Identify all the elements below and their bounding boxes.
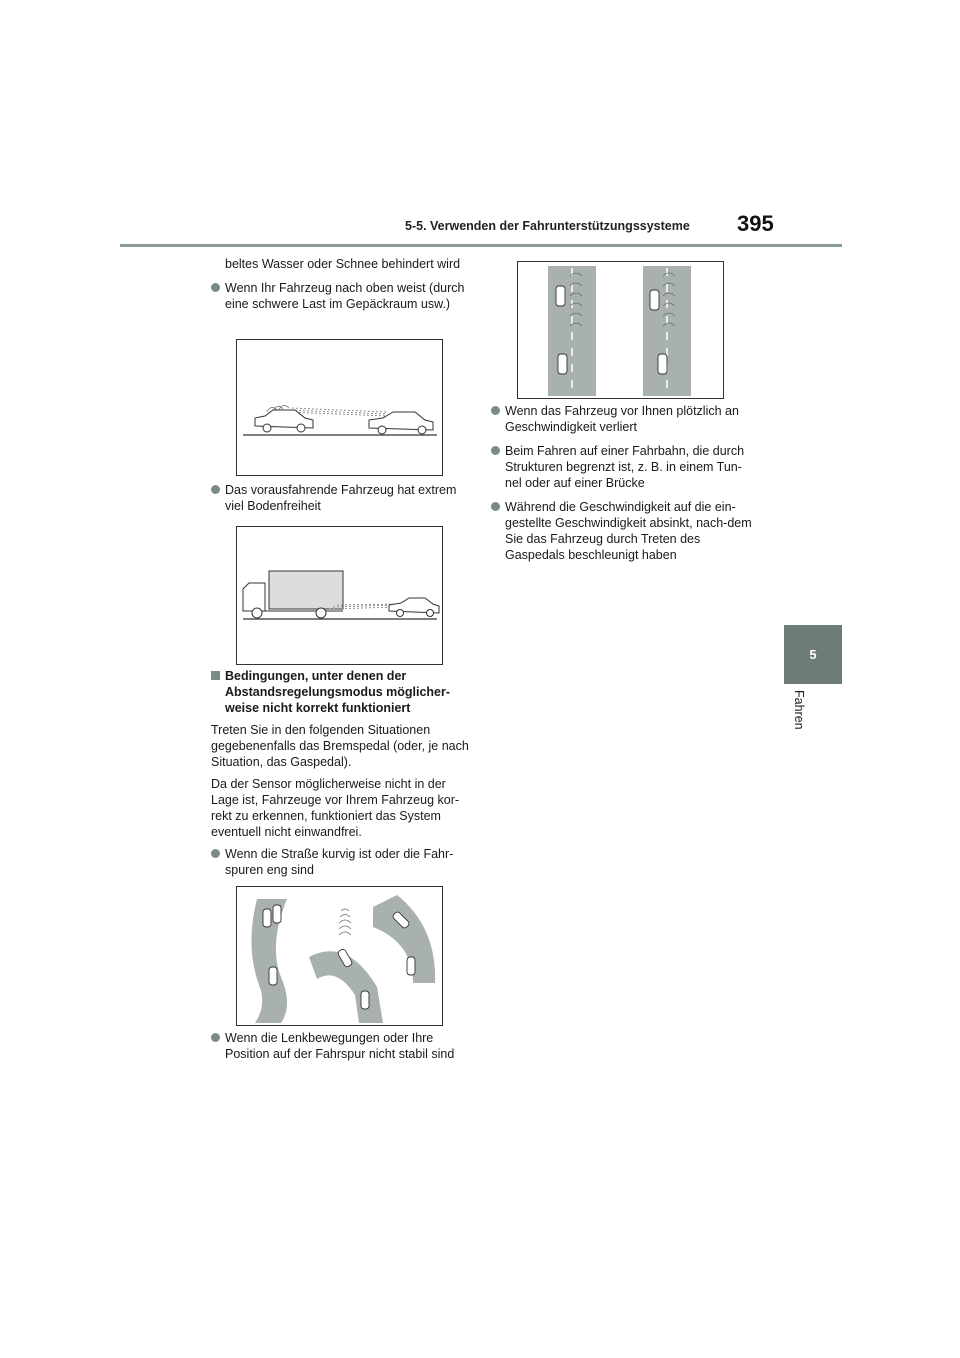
bullet-sudden-deceleration <box>491 403 755 435</box>
bullet-text: Wenn die Straße kurvig ist oder die Fahr-spuren eng sind <box>225 847 454 877</box>
chapter-label: Fahren <box>792 690 806 730</box>
bullet-dot <box>491 446 500 455</box>
bullet-vehicle-pointing-up <box>211 280 471 312</box>
left-column-middle <box>211 668 473 886</box>
figure-high-clearance-truck <box>236 526 443 665</box>
left-column-top <box>211 256 471 320</box>
bullet-dot <box>211 485 220 494</box>
header-divider <box>120 244 842 247</box>
bullet-high-ground-clearance <box>211 482 471 514</box>
bullet-dot <box>211 1033 220 1042</box>
section-title: 5-5. Verwenden der Fahrunterstützungssysteme <box>405 219 690 233</box>
heading-text: Bedingungen, unter denen der Abstandsregelungsmodus möglicher-weise nicht korrekt funktioniert <box>225 669 451 715</box>
bullet-text: Wenn die Lenkbewegungen oder Ihre Position auf der Fahrspur nicht stabil sind <box>225 1031 455 1061</box>
radar-waves-icon <box>339 909 351 935</box>
continued-text: beltes Wasser oder Schnee behindert wird <box>225 257 461 271</box>
bullet-curvy-road <box>211 846 473 878</box>
bullet-text: Beim Fahren auf einer Fahrbahn, die durch Strukturen begrenzt ist, z. B. in einem Tun-nel oder auf einer Brücke <box>505 444 745 490</box>
figure-vehicle-pointing-up <box>236 339 443 476</box>
figure-curvy-roads <box>236 886 443 1026</box>
preceding-car-icon <box>369 412 433 434</box>
right-column <box>491 403 755 571</box>
chapter-number: 5 <box>809 647 817 662</box>
bullet-unstable-steering <box>211 1030 473 1062</box>
paragraph-2: Da der Sensor möglicherweise nicht in der Lage ist, Fahrzeuge vor Ihrem Fahrzeug kor-rekt zu erkennen, funktioniert das System eventuell nicht einwandfrei. <box>211 777 460 839</box>
bullet-text: Während die Geschwindigkeit auf die ein-gestellte Geschwindigkeit absinkt, nach-dem Sie das Fahrzeug durch Treten des Gaspedals beschleunigt haben <box>505 500 752 562</box>
page-number: 395 <box>737 211 774 236</box>
own-car-icon <box>389 598 439 617</box>
bullet-dot <box>211 849 220 858</box>
paragraph-1: Treten Sie in den folgenden Situationen gegebenenfalls das Bremspedal (oder, je nach Situation, das Gaspedal). <box>211 723 469 769</box>
left-column-bullet-2 <box>211 482 471 522</box>
curvy-road-right <box>373 895 435 983</box>
bullet-dot <box>491 406 500 415</box>
bullet-text: Wenn das Fahrzeug vor Ihnen plötzlich an Geschwindigkeit verliert <box>505 404 739 434</box>
bullet-dot <box>211 283 220 292</box>
bullet-dot <box>491 502 500 511</box>
bullet-speed-dropping <box>491 499 755 563</box>
bullet-text: Wenn Ihr Fahrzeug nach oben weist (durch eine schwere Last im Gepäckraum usw.) <box>225 281 465 311</box>
section-heading <box>211 668 473 716</box>
bullet-tunnel-bridge <box>491 443 755 491</box>
own-car-icon <box>255 410 313 432</box>
left-column-bullet-4 <box>211 1030 473 1070</box>
truck-icon <box>243 571 343 618</box>
chapter-tab <box>784 625 842 684</box>
bullet-text: Das vorausfahrende Fahrzeug hat extrem viel Bodenfreiheit <box>225 483 457 513</box>
heading-marker <box>211 671 220 680</box>
figure-straight-roads <box>517 261 724 399</box>
